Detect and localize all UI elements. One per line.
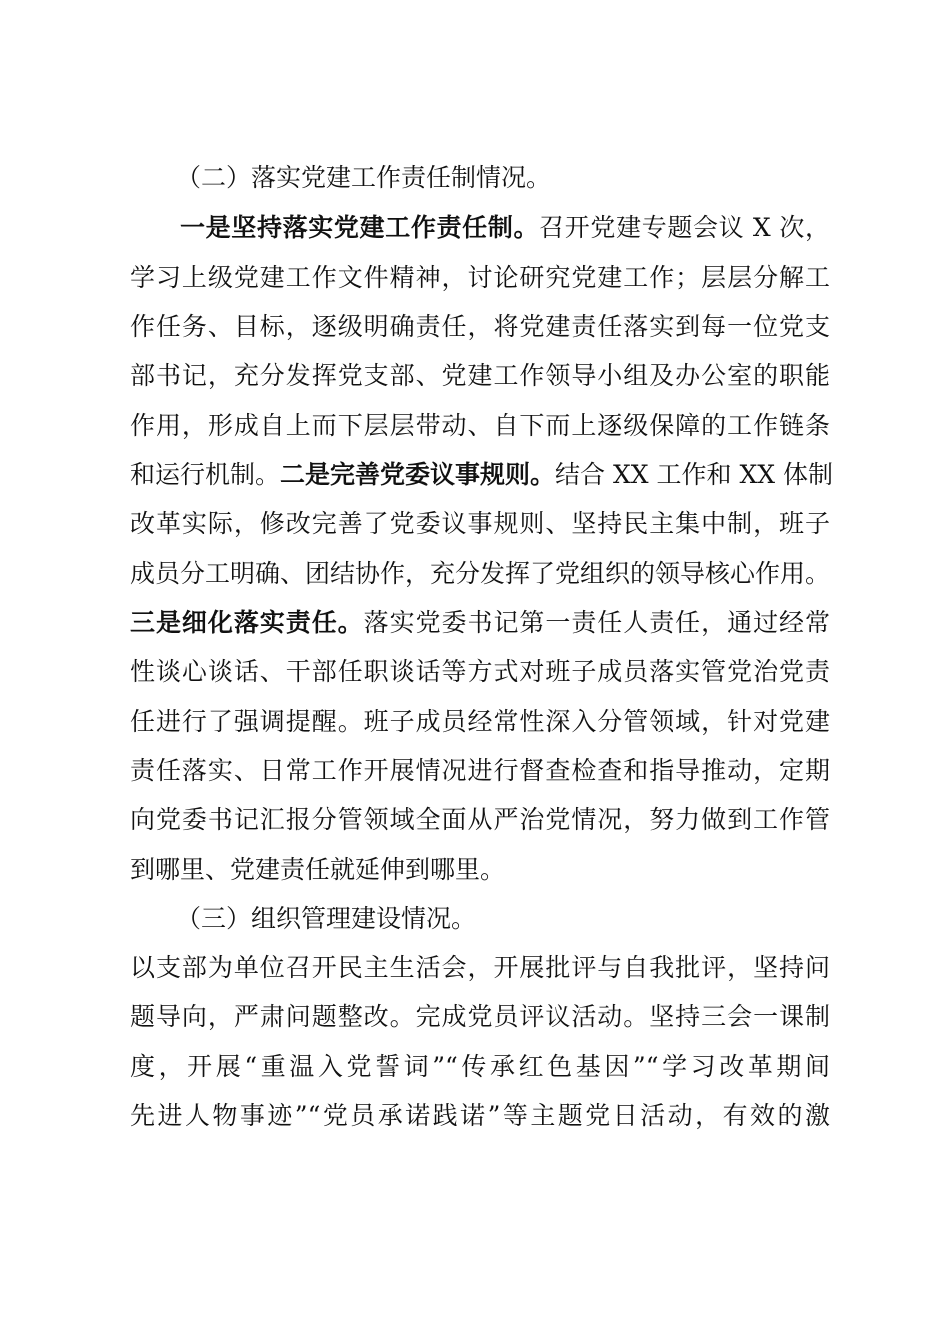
paragraph-line: 学习上级党建工作文件精神，讨论研究党建工作；层层分解工	[130, 263, 830, 292]
point-one-title: 一是坚持落实党建工作责任制。	[180, 213, 540, 242]
paragraph-line: 成员分工明确、团结协作，充分发挥了党组织的领导核心作用。	[130, 559, 831, 588]
paragraph-line: 性谈心谈话、干部任职谈话等方式对班子成员落实管党治党责	[130, 657, 830, 686]
text-run: 和运行机制。	[130, 460, 281, 489]
text-run: 结合 XX 工作和 XX 体制	[555, 460, 834, 489]
section-heading-2: （二）落实党建工作责任制情况。	[176, 163, 552, 192]
paragraph-line: 到哪里、党建责任就延伸到哪里。	[130, 855, 506, 884]
text-run: 落实党委书记第一责任人责任，通过经常	[363, 608, 830, 637]
paragraph-line: 题导向，严肃问题整改。完成党员评议活动。坚持三会一课制	[130, 1002, 830, 1031]
paragraph-line: 向党委书记汇报分管领域全面从严治党情况，努力做到工作管	[130, 805, 830, 834]
paragraph-line	[180, 210, 830, 246]
paragraph-line	[130, 457, 834, 493]
paragraph-line: 作用，形成自上而下层层带动、自下而上逐级保障的工作链条	[130, 411, 830, 440]
paragraph-line: 责任落实、日常工作开展情况进行督查检查和指导推动，定期	[130, 756, 830, 785]
paragraph-line: 部书记，充分发挥党支部、党建工作领导小组及办公室的职能	[130, 361, 830, 390]
paragraph-line: 先进人物事迹”“党员承诺践诺”等主题党日活动，有效的激	[130, 1101, 830, 1130]
text-run: 召开党建专题会议 X 次，	[539, 213, 830, 242]
paragraph-line: 作任务、目标，逐级明确责任，将党建责任落实到每一位党支	[130, 312, 830, 341]
paragraph-line: 改革实际，修改完善了党委议事规则、坚持民主集中制，班子	[130, 509, 830, 538]
paragraph-line: 以支部为单位召开民主生活会，开展批评与自我批评，坚持问	[130, 953, 830, 982]
point-three-title: 三是细化落实责任。	[130, 608, 364, 637]
section-heading-3: （三）组织管理建设情况。	[176, 904, 477, 933]
point-two-title: 二是完善党委议事规则。	[280, 460, 556, 489]
paragraph-line	[130, 605, 830, 641]
paragraph-line: 度，开展“重温入党誓词”“传承红色基因”“学习改革期间	[130, 1052, 830, 1081]
paragraph-line: 任进行了强调提醒。班子成员经常性深入分管领域，针对党建	[130, 707, 830, 736]
